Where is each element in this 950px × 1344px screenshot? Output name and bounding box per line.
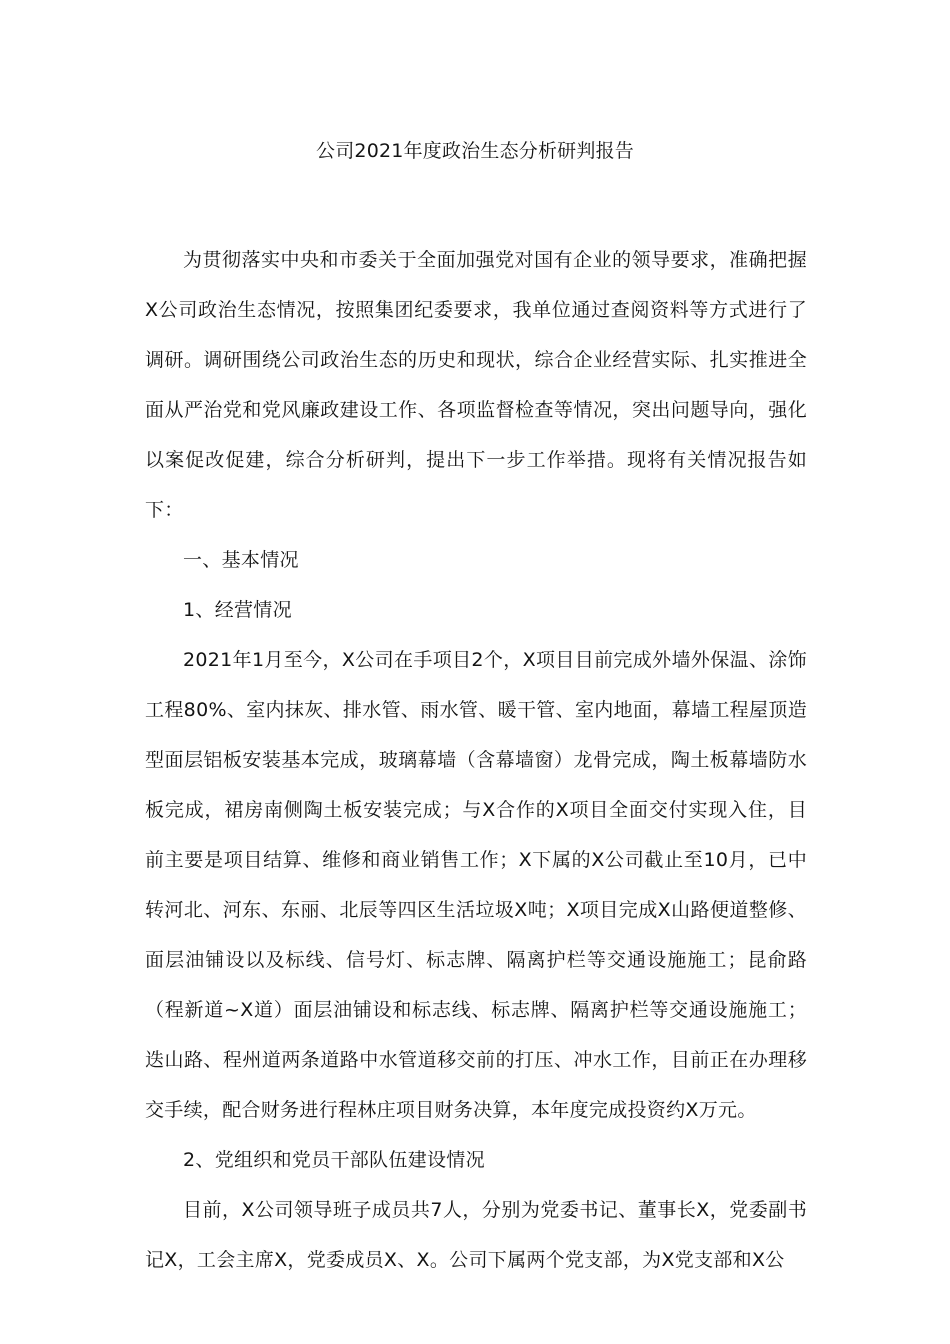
document-title: 公司2021年度政治生态分析研判报告 [316, 140, 634, 162]
operations-paragraph: 2021年1月至今，X公司在手项目2个，X项目目前完成外墙外保温、涂饰工程80%、室内抹灰、排水管、雨水管、暖干管、室内地面，幕墙工程屋顶造型面层铝板安装基本完成，玻璃幕墙（含幕墙窗）龙骨完成，陶土板幕墙防水板完成，裙房南侧陶土板安装完成；与X合作的X项目全面交付实现入住，目前主要是项目结算、维修和商业销售工作；X下属的X公司截止至10月，已中转河北、河东、东丽、北辰等四区生活垃圾X吨；X项目完成X山路便道整修、面层油铺设以及标线、信号灯、标志牌、隔离护栏等交通设施施工；昆俞路（程新道~X道）面层油铺设和标志线、标志牌、隔离护栏等交通设施施工；迭山路、程州道两条道路中水管道移交前的打压、冲水工作，目前正在办理移交手续，配合财务进行程林庄项目财务决算，本年度完成投资约X万元。 [145, 649, 807, 1121]
intro-paragraph: 为贯彻落实中央和市委关于全面加强党对国有企业的领导要求，准确把握X公司政治生态情况，按照集团纪委要求，我单位通过查阅资料等方式进行了调研。调研围绕公司政治生态的历史和现状，综合企业经营实际、扎实推进全面从严治党和党风廉政建设工作、各项监督检查等情况，突出问题导向，强化以案促改促建，综合分析研判，提出下一步工作举措。现将有关情况报告如下： [145, 249, 807, 521]
section-heading-basic-situation: 一、基本情况 [183, 549, 299, 571]
subsection-heading-party-organization: 2、党组织和党员干部队伍建设情况 [183, 1149, 485, 1171]
document-body [145, 235, 807, 1285]
subsection-heading-operations: 1、经营情况 [183, 599, 292, 621]
party-organization-paragraph: 目前，X公司领导班子成员共7人，分别为党委书记、董事长X，党委副书记X，工会主席X，党委成员X、X。公司下属两个党支部，为X党支部和X公 [145, 1199, 807, 1271]
